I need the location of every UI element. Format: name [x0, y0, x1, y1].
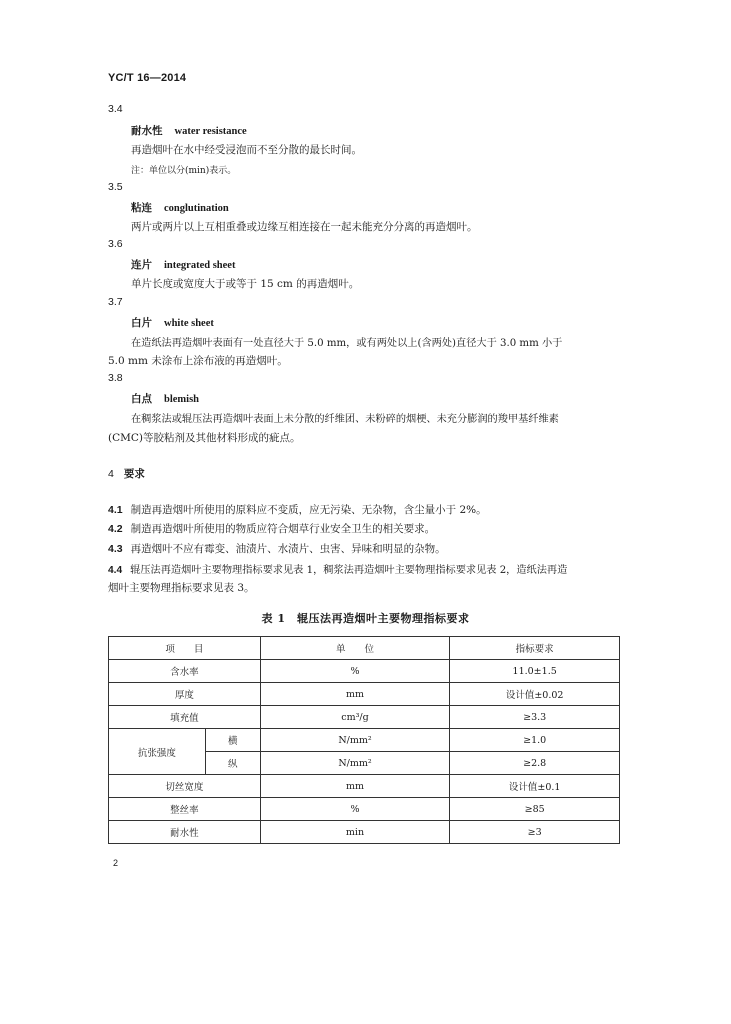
term-heading [131, 315, 214, 330]
term-definition-line2: (CMC)等胶粘剂及其他材料形成的疵点。 [108, 432, 301, 444]
requirement-text-continued: 烟叶主要物理指标要求见表 3。 [108, 582, 255, 594]
section-heading [108, 466, 145, 481]
table-row [109, 775, 620, 798]
table-header-row [109, 637, 620, 660]
section-number: 4 [108, 468, 114, 480]
table-caption: 表 1 辊压法再造烟叶主要物理指标要求 [261, 612, 470, 625]
term-heading [131, 200, 229, 215]
cell-unit: % [260, 798, 450, 821]
cell-item: 填充值 [109, 706, 261, 729]
cell-requirement: 设计值±0.1 [450, 775, 620, 798]
requirement-text: 辊压法再造烟叶主要物理指标要求见表 1，稠浆法再造烟叶主要物理指标要求见表 2，造纸法再造 [130, 565, 568, 576]
term-definition-line2: 5.0 mm 未涂布上涂布液的再造烟叶。 [108, 355, 288, 367]
table-row [109, 729, 620, 752]
cell-unit: mm [260, 683, 450, 706]
table-row [109, 821, 620, 844]
term-heading [131, 257, 235, 272]
cell-item: 耐水性 [109, 821, 261, 844]
cell-requirement: ≥2.8 [450, 752, 620, 775]
cell-unit: N/mm² [260, 752, 450, 775]
requirement-text: 制造再造烟叶所使用的物质应符合烟草行业安全卫生的相关要求。 [130, 523, 436, 535]
cell-item: 抗张强度 [109, 729, 206, 775]
cell-subitem: 横 [205, 729, 260, 752]
term-note: 注：单位以分(min)表示。 [131, 166, 237, 176]
term-en: blemish [164, 394, 200, 405]
table-row [109, 706, 620, 729]
term-en: white sheet [164, 318, 214, 329]
cell-item: 切丝宽度 [109, 775, 261, 798]
requirement-number: 4.3 [108, 543, 123, 555]
column-header-unit: 单 位 [260, 637, 450, 660]
term-definition: 再造烟叶在水中经受浸泡而不至分散的最长时间。 [131, 144, 362, 156]
cell-item: 厚度 [109, 683, 261, 706]
cell-unit: N/mm² [260, 729, 450, 752]
column-header-item: 项 目 [109, 637, 261, 660]
requirement-item [108, 521, 435, 536]
page-number: 2 [113, 858, 119, 868]
term-definition: 两片或两片以上互相重叠或边缘互相连接在一起未能充分分离的再造烟叶。 [131, 221, 478, 233]
cell-item: 整丝率 [109, 798, 261, 821]
term-number: 3.5 [108, 181, 123, 193]
cell-item: 含水率 [109, 660, 261, 683]
term-number: 3.8 [108, 372, 123, 384]
cell-requirement: ≥1.0 [450, 729, 620, 752]
table-row [109, 798, 620, 821]
term-definition-line1: 在造纸法再造烟叶表面有一处直径大于 5.0 mm，或有两处以上(含两处)直径大于 3.0 mm 小于 [131, 338, 563, 349]
cell-requirement: ≥85 [450, 798, 620, 821]
term-en: integrated sheet [164, 260, 236, 271]
requirement-item [108, 561, 567, 576]
table-row [109, 660, 620, 683]
table-row [109, 683, 620, 706]
requirement-number: 4.2 [108, 523, 123, 535]
term-zh: 连片 [131, 259, 152, 271]
section-title: 要求 [123, 468, 145, 480]
cell-requirement: ≥3.3 [450, 706, 620, 729]
cell-unit: mm [260, 775, 450, 798]
cell-unit: cm³/g [260, 706, 450, 729]
cell-unit: % [260, 660, 450, 683]
requirement-text: 再造烟叶不应有霉变、油渍片、水渍片、虫害、异味和明显的杂物。 [130, 543, 446, 555]
term-number: 3.7 [108, 296, 123, 308]
requirement-number: 4.1 [108, 504, 123, 516]
term-en: conglutination [164, 203, 229, 214]
term-number: 3.4 [108, 103, 123, 115]
cell-unit: min [260, 821, 450, 844]
term-zh: 粘连 [131, 202, 152, 214]
requirement-item [108, 502, 487, 517]
term-zh: 白片 [131, 317, 152, 329]
cell-requirement: 设计值±0.02 [450, 683, 620, 706]
term-en: water resistance [174, 126, 247, 137]
term-definition-line1: 在稠浆法或辊压法再造烟叶表面上未分散的纤维团、未粉碎的烟梗、未充分膨润的羧甲基纤维素 [131, 414, 559, 425]
requirement-item [108, 541, 446, 556]
physical-index-table [108, 636, 620, 844]
cell-requirement: ≥3 [450, 821, 620, 844]
term-heading [131, 123, 247, 138]
term-number: 3.6 [108, 238, 123, 250]
standard-code: YC/T 16—2014 [108, 72, 187, 84]
cell-requirement: 11.0±1.5 [450, 660, 620, 683]
term-definition: 单片长度或宽度大于或等于 15 cm 的再造烟叶。 [131, 278, 360, 290]
requirement-number: 4.4 [108, 565, 123, 576]
term-zh: 白点 [131, 393, 152, 405]
term-heading [131, 391, 199, 406]
column-header-requirement: 指标要求 [450, 637, 620, 660]
term-zh: 耐水性 [131, 125, 163, 137]
requirement-text: 制造再造烟叶所使用的原料应不变质，应无污染、无杂物，含尘量小于 2%。 [130, 504, 487, 516]
cell-subitem: 纵 [205, 752, 260, 775]
